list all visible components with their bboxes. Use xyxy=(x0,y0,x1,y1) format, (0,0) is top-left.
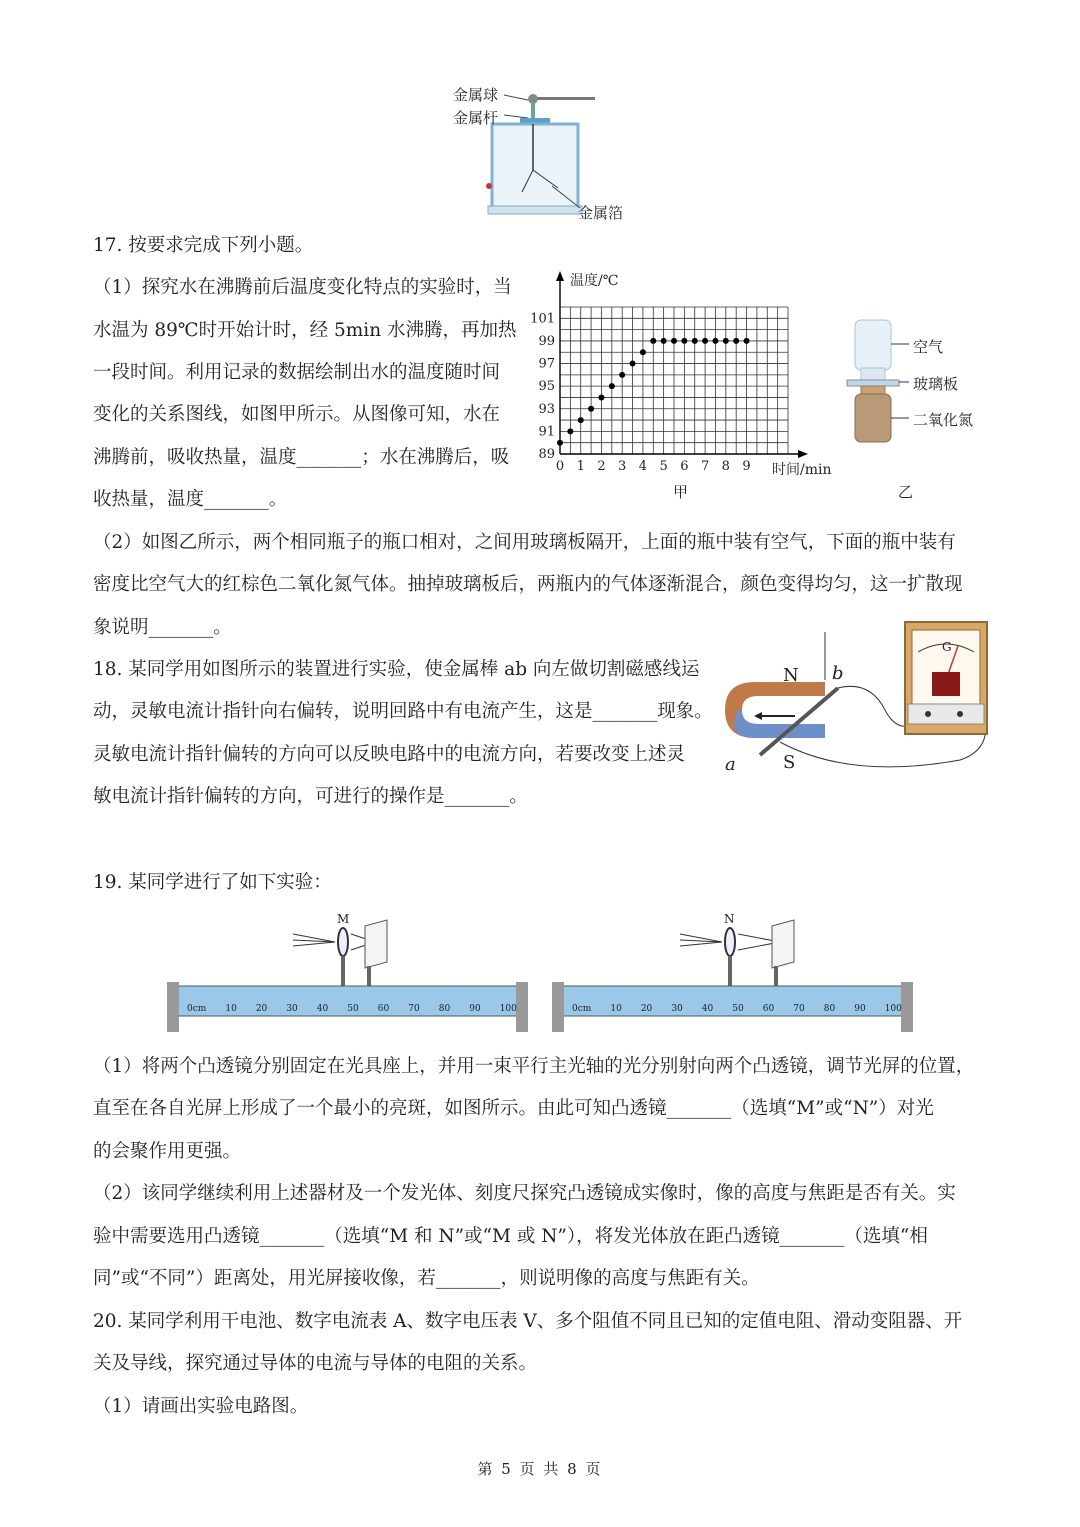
no2-label: 二氧化氮 xyxy=(913,411,974,429)
y-tick-label: 101 xyxy=(530,311,555,327)
ruler-tick: 50 xyxy=(732,1004,744,1014)
x-tick-label: 6 xyxy=(680,459,689,474)
q19-title: 19. 某同学进行了如下实验： xyxy=(93,872,332,893)
q19-p2-line-1: （2）该同学继续利用上述器材及一个发光体、刻度尺探究凸透镜成实像时，像的高度与焦距是否有关。实 xyxy=(93,1183,956,1204)
q20-line-2: 关及导线，探究通过导体的电流与导体的电阻的关系。 xyxy=(93,1353,538,1374)
optical-bench-right-drawing xyxy=(550,910,915,1035)
metal-ball-label: 金属球 xyxy=(453,86,499,104)
ruler-tick: 90 xyxy=(854,1004,866,1014)
temperature-chart xyxy=(530,265,850,505)
q17-p2-line-3: 象说明_______。 xyxy=(93,617,232,638)
fig-yi-caption: 乙 xyxy=(898,483,914,501)
ruler-tick: 10 xyxy=(225,1004,237,1014)
ruler-tick: 40 xyxy=(316,1004,329,1014)
ruler-tick: 40 xyxy=(701,1004,714,1014)
x-tick-label: 4 xyxy=(638,459,648,474)
y-tick-label: 91 xyxy=(538,424,555,440)
x-tick-label: 2 xyxy=(597,459,606,474)
ruler-tick: 30 xyxy=(671,1004,683,1014)
electroscope-figure xyxy=(440,80,660,225)
data-point xyxy=(661,338,667,344)
diffusion-bottles-figure xyxy=(845,318,995,453)
q17-p1-line-5: 沸腾前，吸收热量，温度_______；水在沸腾后，吸 xyxy=(93,447,510,468)
magnet-n-label: N xyxy=(783,665,799,686)
metal-foil-label: 金属箔 xyxy=(578,204,624,222)
data-point xyxy=(681,338,687,344)
lens-m-label: M xyxy=(337,912,350,926)
fig-jia-caption: 甲 xyxy=(673,483,689,501)
x-tick-label: 8 xyxy=(721,459,730,474)
rod-end-b-label: b xyxy=(832,663,844,684)
data-point xyxy=(567,428,573,434)
ruler-tick: 20 xyxy=(255,1004,268,1014)
q19-p1-line-1: （1）将两个凸透镜分别固定在光具座上，并用一束平行主光轴的光分别射向两个凸透镜，调节光屏的位置， xyxy=(93,1056,975,1077)
ruler-tick: 30 xyxy=(286,1004,298,1014)
x-axis-arrow xyxy=(798,450,808,458)
data-point xyxy=(712,338,718,344)
ruler-tick: 80 xyxy=(823,1004,836,1014)
data-point xyxy=(723,338,729,344)
air-label: 空气 xyxy=(913,338,944,356)
y-tick-label: 99 xyxy=(538,333,555,349)
q18-line-4: 敏电流计指针偏转的方向，可进行的操作是_______。 xyxy=(93,786,528,807)
data-point xyxy=(557,440,563,446)
ruler-ticks-right xyxy=(572,1004,902,1014)
q17-p2-line-2: 密度比空气大的红棕色二氧化氮气体。抽掉玻璃板后，两瓶内的气体逐渐混合，颜色变得均匀，这一扩散现 xyxy=(93,574,963,595)
galvanometer-g-label: G xyxy=(942,640,952,654)
x-tick-label: 9 xyxy=(742,459,751,474)
ruler-tick: 90 xyxy=(469,1004,481,1014)
x-axis-label: 时间/min xyxy=(772,462,832,478)
x-tick-label: 3 xyxy=(618,459,627,474)
q18-line-1: 18. 某同学用如图所示的装置进行实验，使金属棒 ab 向左做切割磁感线运 xyxy=(93,659,700,680)
ruler-tick: 50 xyxy=(347,1004,359,1014)
ruler-tick: 60 xyxy=(762,1004,775,1014)
q18-line-2: 动，灵敏电流计指针向右偏转，说明回路中有电流产生，这是_______现象。 xyxy=(93,701,713,722)
q20-line-3: （1）请画出实验电路图。 xyxy=(93,1396,309,1417)
q17-p1-line-2: 水温为 89℃时开始计时，经 5min 水沸腾，再加热 xyxy=(93,320,517,341)
rod-end-a-label: a xyxy=(725,754,736,775)
ruler-tick: 100 xyxy=(884,1004,902,1014)
q19-p1-line-2: 直至在各自光屏上形成了一个最小的亮斑，如图所示。由此可知凸透镜_______（选填“M”或“N”）对光 xyxy=(93,1098,934,1119)
data-point xyxy=(733,338,739,344)
q19-p1-line-3: 的会聚作用更强。 xyxy=(93,1141,242,1162)
ruler-tick: 70 xyxy=(408,1004,420,1014)
q17-p1-line-3: 一段时间。利用记录的数据绘制出水的温度随时间 xyxy=(93,362,501,383)
q18-line-3: 灵敏电流计指针偏转的方向可以反映电路中的电流方向，若要改变上述灵 xyxy=(93,744,686,765)
q17-p2-line-1: （2）如图乙所示，两个相同瓶子的瓶口相对，之间用玻璃板隔开，上面的瓶中装有空气，下面的瓶中装有 xyxy=(93,532,956,553)
optical-bench-left xyxy=(165,910,530,1035)
q17-p1-line-1: （1）探究水在沸腾前后温度变化特点的实验时，当 xyxy=(93,277,512,298)
data-point xyxy=(578,417,584,423)
y-tick-label: 93 xyxy=(538,401,555,417)
x-tick-label: 5 xyxy=(659,459,668,474)
optical-bench-left-drawing xyxy=(165,910,530,1035)
y-tick-label: 95 xyxy=(538,379,555,395)
optical-bench-right xyxy=(550,910,915,1035)
ruler-tick: 0cm xyxy=(187,1004,207,1014)
x-tick-label: 7 xyxy=(700,459,710,474)
ruler-tick: 0cm xyxy=(572,1004,592,1014)
lens-n-label: N xyxy=(724,912,735,926)
y-tick-label: 97 xyxy=(538,356,555,372)
data-point xyxy=(619,372,625,378)
page-footer: 第 5 页 共 8 页 xyxy=(477,1460,603,1478)
metal-rod-label: 金属杆 xyxy=(453,109,499,127)
glass-plate-label: 玻璃板 xyxy=(913,375,959,393)
ruler-tick: 20 xyxy=(640,1004,653,1014)
data-point xyxy=(671,338,677,344)
y-tick-label: 89 xyxy=(538,447,555,462)
q19-p2-line-2: 验中需要选用凸透镜_______（选填“M 和 N”或“M 或 N”），将发光体放在距凸透镜_______（选填“相 xyxy=(93,1226,928,1247)
induction-figure xyxy=(720,620,1000,790)
x-tick-label: 0 xyxy=(555,459,565,474)
q17-title: 17. 按要求完成下列小题。 xyxy=(93,235,314,256)
y-axis-label: 温度/℃ xyxy=(570,273,619,289)
data-point xyxy=(588,406,594,412)
data-point xyxy=(702,338,708,344)
data-point xyxy=(630,361,636,367)
data-point xyxy=(640,349,646,355)
ruler-tick: 80 xyxy=(438,1004,451,1014)
y-axis-arrow xyxy=(556,271,564,281)
data-point xyxy=(598,394,604,400)
data-point xyxy=(609,383,615,389)
q19-p2-line-3: 同”或“不同”）距离处，用光屏接收像，若_______，则说明像的高度与焦距有关。 xyxy=(93,1268,760,1289)
data-point xyxy=(650,338,656,344)
q20-line-1: 20. 某同学利用干电池、数字电流表 A、数字电压表 V、多个阻值不同且已知的定值电阻、滑动变阻器、开 xyxy=(93,1311,963,1332)
induction-drawing xyxy=(720,620,1000,790)
data-point xyxy=(692,338,698,344)
q17-p1-line-4: 变化的关系图线，如图甲所示。从图像可知，水在 xyxy=(93,404,501,425)
ruler-ticks-left xyxy=(187,1004,517,1014)
x-tick-label: 1 xyxy=(576,459,585,474)
ruler-tick: 10 xyxy=(610,1004,622,1014)
data-point xyxy=(744,338,750,344)
magnet-s-label: S xyxy=(783,752,796,773)
q17-p1-line-6: 收热量，温度_______。 xyxy=(93,489,288,510)
ruler-tick: 70 xyxy=(793,1004,805,1014)
ruler-tick: 60 xyxy=(377,1004,390,1014)
temperature-chart-svg xyxy=(530,265,850,505)
ruler-tick: 100 xyxy=(499,1004,517,1014)
